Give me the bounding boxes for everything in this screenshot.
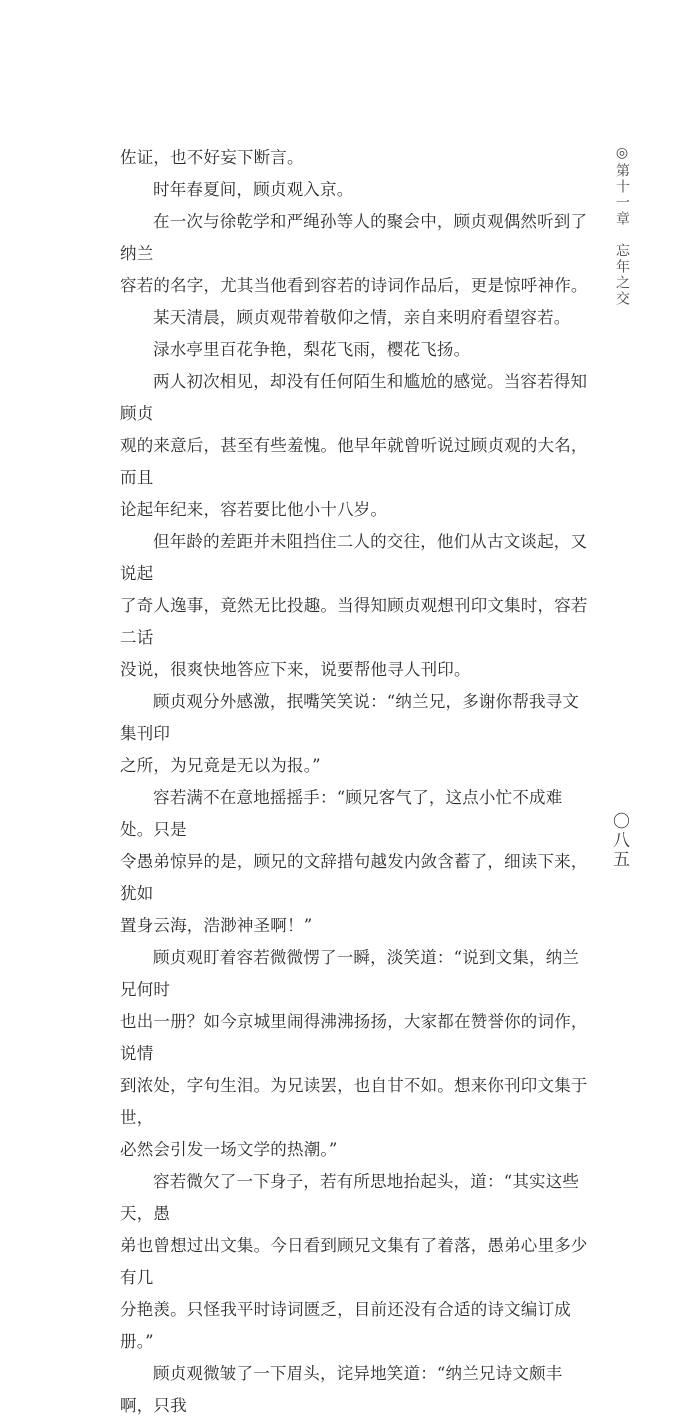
text-line: 弟也曾想过出文集。今日看到顾兄文集有了着落，愚弟心里多少有几 [120,1236,588,1287]
body-text [120,142,588,1422]
text-line: 置身云海，浩渺神圣啊！” [120,916,313,935]
text-line: 之所，为兄竟是无以为报。” [120,756,321,775]
text-line: 分艳羡。只怪我平时诗词匮乏，目前还没有合适的诗文编订成册。” [120,1300,571,1351]
chapter-label: ◎第十一章 [614,145,630,227]
running-head [606,145,632,307]
text-line: 顾贞观分外感激，抿嘴笑笑说：“纳兰兄，多谢你帮我寻文集刊印 [120,692,580,743]
text-line: 必然会引发一场文学的热潮。” [120,1140,338,1159]
text-line: 容若的名字，尤其当他看到容若的诗词作品后，更是惊呼神作。 [120,276,588,295]
text-line: 到浓处，字句生泪。为兄读罢，也自甘不如。想来你刊印文集于世， [120,1076,588,1127]
text-line: 顾贞观盯着容若微微愣了一瞬，淡笑道：“说到文集，纳兰兄何时 [120,948,580,999]
text-line: 没说，很爽快地答应下来，说要帮他寻人刊印。 [120,660,471,679]
text-line: 但年龄的差距并未阻挡住二人的交往，他们从古文谈起，又说起 [120,532,588,583]
chapter-title: 忘年之交 [614,243,630,307]
text-line: 两人初次相见，却没有任何陌生和尴尬的感觉。当容若得知顾贞 [120,372,588,423]
text-line: 顾贞观微皱了一下眉头，诧异地笑道：“纳兰兄诗文颇丰啊，只我 [120,1364,563,1415]
text-line: 某天清晨，顾贞观带着敬仰之情，亲自来明府看望容若。 [153,308,571,327]
text-line: 论起年纪来，容若要比他小十八岁。 [120,500,388,519]
text-line: 了奇人逸事，竟然无比投趣。当得知顾贞观想刊印文集时，容若二话 [120,596,588,647]
text-line: 容若满不在意地摇摇手：“顾兄客气了，这点小忙不成难处。只是 [120,788,563,839]
text-line: 在一次与徐乾学和严绳孙等人的聚会中，顾贞观偶然听到了纳兰 [120,212,588,263]
text-line: 时年春夏间，顾贞观入京。 [153,180,354,199]
text-line: 容若微欠了一下身子，若有所思地抬起头，道：“其实这些天，愚 [120,1172,580,1223]
page-number: 〇八五 [609,812,629,869]
text-line: 观的来意后，甚至有些羞愧。他早年就曾听说过顾贞观的大名，而且 [120,436,588,487]
text-line: 佐证，也不好妄下断言。 [120,148,304,167]
text-line: 渌水亭里百花争艳，梨花飞雨，樱花飞扬。 [153,340,471,359]
text-line: 令愚弟惊异的是，顾兄的文辞措句越发内敛含蓄了，细读下来，犹如 [120,852,588,903]
text-line: 也出一册？如今京城里闹得沸沸扬扬，大家都在赞誉你的词作，说情 [120,1012,588,1063]
